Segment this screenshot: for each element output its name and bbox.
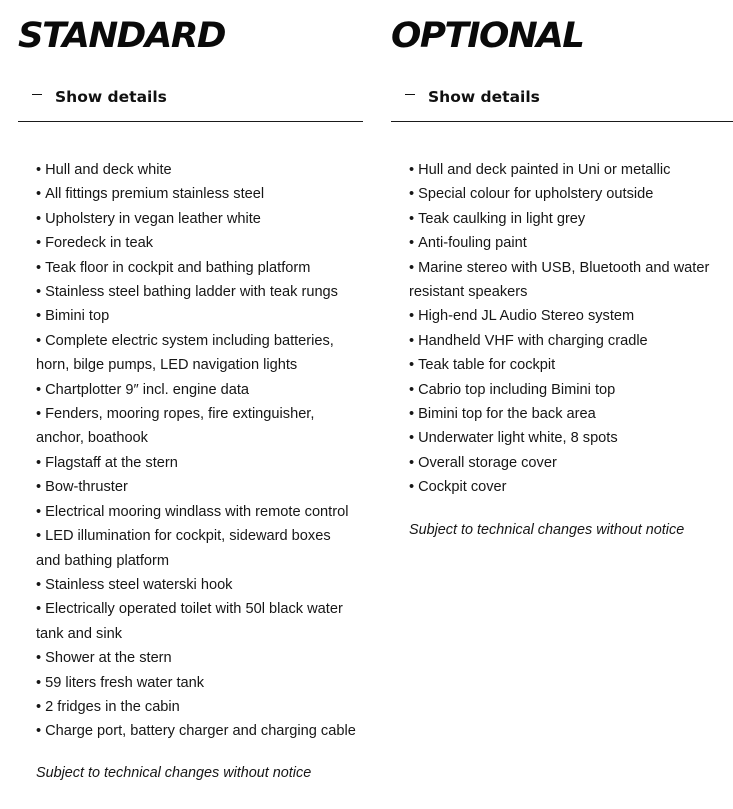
list-item bbox=[36, 182, 356, 206]
standard-disclaimer: Subject to technical changes without notice bbox=[36, 765, 312, 781]
list-item-text: Electrically operated toilet with 50l black water tank and sink bbox=[36, 601, 343, 642]
bullet-icon: • bbox=[409, 235, 415, 252]
list-item-text: Underwater light white, 8 spots bbox=[418, 430, 618, 447]
list-item bbox=[409, 256, 714, 305]
bullet-icon: • bbox=[36, 698, 42, 715]
list-item bbox=[409, 475, 714, 499]
bullet-icon: • bbox=[36, 454, 42, 471]
list-item-text: Anti-fouling paint bbox=[418, 235, 527, 252]
bullet-icon: • bbox=[409, 406, 415, 423]
list-item bbox=[409, 207, 714, 231]
list-item-text: Stainless steel bathing ladder with teak rungs bbox=[45, 284, 338, 301]
bullet-icon: • bbox=[409, 162, 415, 178]
list-item bbox=[36, 451, 356, 475]
list-item-text: High-end JL Audio Stereo system bbox=[418, 308, 635, 325]
list-item bbox=[36, 158, 356, 182]
list-item bbox=[36, 402, 356, 451]
list-item-text: Fenders, mooring ropes, fire extinguisher, anchor, boathook bbox=[36, 406, 315, 447]
minus-icon bbox=[405, 94, 415, 95]
bullet-icon: • bbox=[36, 284, 42, 301]
list-item-text: Bimini top for the back area bbox=[418, 406, 596, 423]
bullet-icon: • bbox=[36, 723, 42, 740]
bullet-icon: • bbox=[36, 210, 42, 227]
list-item bbox=[409, 304, 714, 328]
list-item bbox=[36, 256, 356, 280]
bullet-icon: • bbox=[409, 210, 415, 227]
bullet-icon: • bbox=[409, 454, 415, 471]
list-item-text: Cabrio top including Bimini top bbox=[418, 381, 616, 398]
list-item-text: Handheld VHF with charging cradle bbox=[418, 332, 648, 349]
bullet-icon: • bbox=[409, 479, 415, 496]
list-item-text: 2 fridges in the cabin bbox=[45, 698, 180, 715]
list-item bbox=[409, 426, 714, 450]
minus-icon bbox=[32, 94, 42, 95]
list-item-text: Hull and deck painted in Uni or metallic bbox=[418, 162, 671, 178]
list-item bbox=[36, 329, 356, 378]
optional-toggle-label: Show details bbox=[428, 88, 540, 106]
bullet-icon: • bbox=[36, 308, 42, 325]
list-item bbox=[36, 524, 356, 573]
list-item bbox=[36, 573, 356, 597]
list-item-text: Chartplotter 9″ incl. engine data bbox=[45, 381, 250, 398]
list-item-text: Marine stereo with USB, Bluetooth and water resistant speakers bbox=[409, 259, 710, 301]
list-item bbox=[36, 646, 356, 670]
bullet-icon: • bbox=[36, 235, 42, 252]
list-item-text: Flagstaff at the stern bbox=[45, 454, 178, 471]
list-item bbox=[36, 475, 356, 499]
bullet-icon: • bbox=[36, 674, 42, 691]
bullet-icon: • bbox=[409, 357, 415, 374]
list-item-text: 59 liters fresh water tank bbox=[45, 674, 205, 691]
list-item bbox=[409, 378, 714, 402]
standard-toggle-label: Show details bbox=[55, 88, 167, 106]
bullet-icon: • bbox=[36, 576, 42, 593]
list-item bbox=[36, 378, 356, 402]
bullet-icon: • bbox=[36, 601, 42, 618]
list-item-text: Bimini top bbox=[45, 308, 110, 325]
bullet-icon: • bbox=[409, 430, 415, 447]
standard-title: STANDARD bbox=[18, 16, 225, 56]
list-item-text: Teak floor in cockpit and bathing platform bbox=[45, 259, 311, 276]
list-item bbox=[36, 719, 356, 743]
list-item-text: Teak table for cockpit bbox=[418, 357, 556, 374]
list-item-text: Charge port, battery charger and charging cable bbox=[45, 723, 356, 740]
list-item-text: Bow-thruster bbox=[45, 479, 128, 496]
list-item bbox=[36, 207, 356, 231]
list-item-text: Special colour for upholstery outside bbox=[418, 186, 654, 203]
list-item bbox=[36, 304, 356, 328]
standard-show-details-toggle[interactable] bbox=[18, 84, 363, 122]
bullet-icon: • bbox=[409, 381, 415, 398]
list-item-text: Complete electric system including batteries, horn, bilge pumps, LED navigation lights bbox=[36, 332, 334, 374]
bullet-icon: • bbox=[409, 332, 415, 349]
bullet-icon: • bbox=[36, 259, 42, 276]
standard-equipment-list bbox=[36, 158, 356, 744]
list-item bbox=[36, 500, 356, 524]
list-item-text: Cockpit cover bbox=[418, 479, 507, 496]
list-item-text: Overall storage cover bbox=[418, 454, 557, 471]
list-item-text: Foredeck in teak bbox=[45, 235, 153, 252]
optional-show-details-toggle[interactable] bbox=[391, 84, 733, 122]
list-item bbox=[36, 597, 356, 646]
bullet-icon: • bbox=[409, 186, 415, 203]
list-item bbox=[409, 353, 714, 377]
bullet-icon: • bbox=[36, 332, 42, 349]
bullet-icon: • bbox=[36, 503, 42, 520]
list-item bbox=[409, 158, 714, 182]
optional-title: OPTIONAL bbox=[391, 16, 584, 56]
list-item-text: Stainless steel waterski hook bbox=[45, 576, 233, 593]
list-item bbox=[409, 231, 714, 255]
bullet-icon: • bbox=[36, 479, 42, 496]
list-item bbox=[409, 329, 714, 353]
bullet-icon: • bbox=[36, 650, 42, 667]
bullet-icon: • bbox=[36, 186, 42, 203]
list-item bbox=[409, 402, 714, 426]
list-item bbox=[36, 280, 356, 304]
bullet-icon: • bbox=[409, 259, 415, 276]
bullet-icon: • bbox=[36, 162, 42, 178]
list-item-text: Upholstery in vegan leather white bbox=[45, 210, 261, 227]
list-item-text: Shower at the stern bbox=[45, 650, 172, 667]
list-item bbox=[36, 671, 356, 695]
optional-equipment-list bbox=[409, 158, 714, 500]
optional-disclaimer: Subject to technical changes without notice bbox=[409, 522, 685, 538]
bullet-icon: • bbox=[409, 308, 415, 325]
bullet-icon: • bbox=[36, 406, 42, 423]
list-item bbox=[409, 451, 714, 475]
list-item-text: Hull and deck white bbox=[45, 162, 172, 178]
list-item-text: Teak caulking in light grey bbox=[418, 210, 586, 227]
list-item bbox=[409, 182, 714, 206]
bullet-icon: • bbox=[36, 528, 42, 545]
list-item bbox=[36, 695, 356, 719]
list-item bbox=[36, 231, 356, 255]
list-item-text: Electrical mooring windlass with remote control bbox=[45, 503, 349, 520]
list-item-text: All fittings premium stainless steel bbox=[45, 186, 265, 203]
bullet-icon: • bbox=[36, 381, 42, 398]
list-item-text: LED illumination for cockpit, sideward boxes and bathing platform bbox=[36, 528, 331, 569]
